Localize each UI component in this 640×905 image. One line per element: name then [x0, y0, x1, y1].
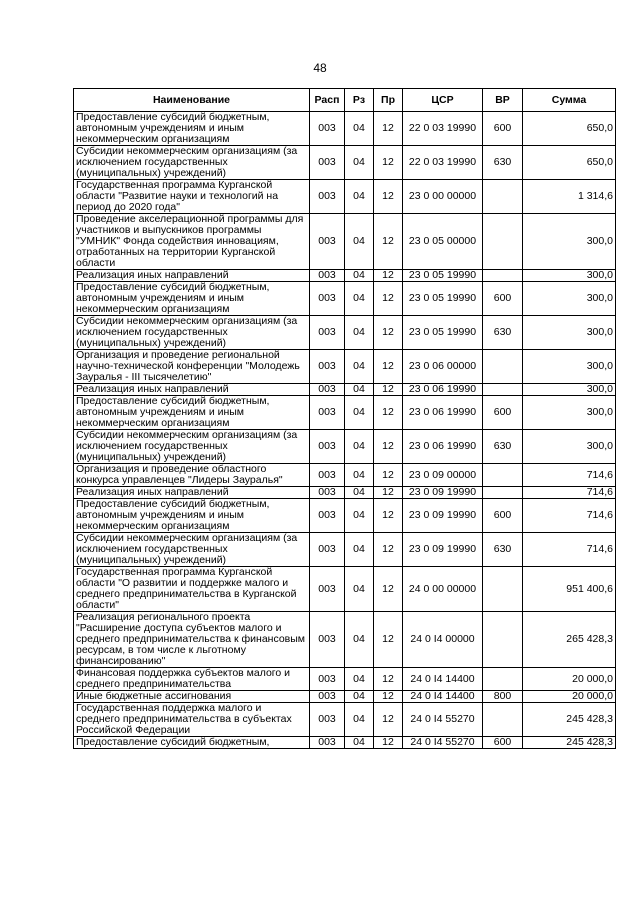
cell-name: Организация и проведение региональной научно-технической конференции "Молодежь Зауралья - III тысячелетию" [74, 350, 310, 384]
cell-pr: 12 [374, 270, 403, 282]
cell-rasp: 003 [310, 464, 345, 487]
cell-rz: 04 [345, 282, 374, 316]
cell-sum: 300,0 [523, 316, 616, 350]
cell-vr [483, 668, 523, 691]
cell-sum: 300,0 [523, 282, 616, 316]
table-row [74, 350, 616, 384]
cell-csr: 24 0 I4 00000 [403, 612, 483, 668]
cell-name: Реализация иных направлений [74, 384, 310, 396]
cell-vr [483, 567, 523, 612]
cell-rasp: 003 [310, 703, 345, 737]
cell-name: Организация и проведение областного конкурса управленцев "Лидеры Зауралья" [74, 464, 310, 487]
cell-rasp: 003 [310, 180, 345, 214]
cell-csr: 24 0 I4 14400 [403, 668, 483, 691]
cell-name: Государственная поддержка малого и среднего предпринимательства в субъектах Российской Федерации [74, 703, 310, 737]
cell-rz: 04 [345, 612, 374, 668]
cell-name: Предоставление субсидий бюджетным, автономным учреждениям и иным некоммерческим организациям [74, 396, 310, 430]
cell-csr: 23 0 05 19990 [403, 316, 483, 350]
cell-vr [483, 464, 523, 487]
cell-pr: 12 [374, 533, 403, 567]
cell-pr: 12 [374, 499, 403, 533]
cell-name: Реализация иных направлений [74, 270, 310, 282]
cell-sum: 300,0 [523, 270, 616, 282]
cell-rz: 04 [345, 316, 374, 350]
cell-vr: 630 [483, 533, 523, 567]
header-vr: ВР [483, 89, 523, 112]
cell-pr: 12 [374, 668, 403, 691]
cell-vr: 630 [483, 146, 523, 180]
cell-rz: 04 [345, 703, 374, 737]
page-number: 48 [313, 61, 327, 75]
cell-rasp: 003 [310, 737, 345, 749]
table-row [74, 396, 616, 430]
cell-pr: 12 [374, 396, 403, 430]
cell-vr: 600 [483, 282, 523, 316]
cell-rz: 04 [345, 214, 374, 270]
cell-vr [483, 350, 523, 384]
cell-csr: 24 0 I4 55270 [403, 737, 483, 749]
cell-rz: 04 [345, 430, 374, 464]
table-row [74, 737, 616, 749]
table-row [74, 384, 616, 396]
cell-rz: 04 [345, 180, 374, 214]
cell-rz: 04 [345, 499, 374, 533]
table-row [74, 214, 616, 270]
cell-rasp: 003 [310, 499, 345, 533]
cell-pr: 12 [374, 487, 403, 499]
cell-rz: 04 [345, 737, 374, 749]
cell-rasp: 003 [310, 487, 345, 499]
table-row [74, 430, 616, 464]
cell-vr [483, 703, 523, 737]
cell-rz: 04 [345, 464, 374, 487]
cell-sum: 1 314,6 [523, 180, 616, 214]
cell-csr: 22 0 03 19990 [403, 146, 483, 180]
cell-pr: 12 [374, 430, 403, 464]
cell-rasp: 003 [310, 316, 345, 350]
cell-sum: 300,0 [523, 396, 616, 430]
cell-csr: 23 0 06 19990 [403, 384, 483, 396]
cell-rasp: 003 [310, 282, 345, 316]
cell-csr: 23 0 09 19990 [403, 533, 483, 567]
table-row [74, 703, 616, 737]
table-row [74, 487, 616, 499]
cell-name: Предоставление субсидий бюджетным, автономным учреждениям и иным некоммерческим организациям [74, 282, 310, 316]
cell-sum: 20 000,0 [523, 668, 616, 691]
cell-vr [483, 487, 523, 499]
cell-csr: 23 0 09 19990 [403, 487, 483, 499]
cell-rasp: 003 [310, 668, 345, 691]
header-rz: Рз [345, 89, 374, 112]
table-row [74, 112, 616, 146]
header-name: Наименование [74, 89, 310, 112]
header-csr: ЦСР [403, 89, 483, 112]
cell-name: Государственная программа Курганской области "Развитие науки и технологий на период до 2020 года" [74, 180, 310, 214]
cell-name: Финансовая поддержка субъектов малого и среднего предпринимательства [74, 668, 310, 691]
cell-name: Реализация регионального проекта "Расширение доступа субъектов малого и среднего предпринимательства к финансовым ресурсам, в том числе к льготному финансированию" [74, 612, 310, 668]
cell-csr: 23 0 05 19990 [403, 282, 483, 316]
cell-sum: 245 428,3 [523, 703, 616, 737]
cell-csr: 23 0 05 19990 [403, 270, 483, 282]
table-row [74, 668, 616, 691]
cell-csr: 22 0 03 19990 [403, 112, 483, 146]
cell-vr [483, 270, 523, 282]
cell-name: Субсидии некоммерческим организациям (за исключением государственных (муниципальных) учреждений) [74, 316, 310, 350]
cell-rasp: 003 [310, 146, 345, 180]
cell-name: Предоставление субсидий бюджетным, [74, 737, 310, 749]
table-row [74, 282, 616, 316]
cell-sum: 650,0 [523, 146, 616, 180]
cell-sum: 20 000,0 [523, 691, 616, 703]
cell-csr: 23 0 09 00000 [403, 464, 483, 487]
cell-pr: 12 [374, 691, 403, 703]
cell-pr: 12 [374, 567, 403, 612]
cell-name: Проведение акселерационной программы для участников и выпускников программы "УМНИК" Фонда содействия инновациям, отработанных на территории Курганской области [74, 214, 310, 270]
cell-vr: 630 [483, 430, 523, 464]
cell-rasp: 003 [310, 350, 345, 384]
cell-vr: 600 [483, 396, 523, 430]
cell-sum: 714,6 [523, 533, 616, 567]
cell-sum: 650,0 [523, 112, 616, 146]
cell-name: Субсидии некоммерческим организациям (за исключением государственных (муниципальных) учреждений) [74, 146, 310, 180]
cell-sum: 714,6 [523, 487, 616, 499]
cell-sum: 245 428,3 [523, 737, 616, 749]
cell-pr: 12 [374, 703, 403, 737]
cell-csr: 23 0 06 00000 [403, 350, 483, 384]
cell-rasp: 003 [310, 270, 345, 282]
cell-rz: 04 [345, 270, 374, 282]
cell-sum: 300,0 [523, 350, 616, 384]
cell-csr: 24 0 I4 14400 [403, 691, 483, 703]
cell-rasp: 003 [310, 567, 345, 612]
cell-vr [483, 214, 523, 270]
cell-pr: 12 [374, 180, 403, 214]
cell-csr: 23 0 06 19990 [403, 396, 483, 430]
cell-pr: 12 [374, 464, 403, 487]
table-row [74, 316, 616, 350]
cell-rz: 04 [345, 384, 374, 396]
table-row [74, 691, 616, 703]
cell-csr: 23 0 06 19990 [403, 430, 483, 464]
cell-rasp: 003 [310, 533, 345, 567]
cell-csr: 23 0 09 19990 [403, 499, 483, 533]
cell-pr: 12 [374, 612, 403, 668]
cell-name: Субсидии некоммерческим организациям (за исключением государственных (муниципальных) учреждений) [74, 430, 310, 464]
cell-pr: 12 [374, 146, 403, 180]
cell-name: Иные бюджетные ассигнования [74, 691, 310, 703]
cell-rasp: 003 [310, 214, 345, 270]
cell-name: Государственная программа Курганской области "О развитии и поддержке малого и среднего предпринимательства в Курганской области" [74, 567, 310, 612]
cell-vr: 600 [483, 499, 523, 533]
cell-sum: 300,0 [523, 430, 616, 464]
table-row [74, 270, 616, 282]
cell-rz: 04 [345, 567, 374, 612]
header-pr: Пр [374, 89, 403, 112]
header-rasp: Расп [310, 89, 345, 112]
cell-name: Предоставление субсидий бюджетным, автономным учреждениям и иным некоммерческим организациям [74, 499, 310, 533]
cell-rz: 04 [345, 691, 374, 703]
table-row [74, 146, 616, 180]
cell-name: Субсидии некоммерческим организациям (за исключением государственных (муниципальных) учреждений) [74, 533, 310, 567]
cell-pr: 12 [374, 112, 403, 146]
cell-vr: 600 [483, 112, 523, 146]
cell-csr: 24 0 I4 55270 [403, 703, 483, 737]
cell-vr: 800 [483, 691, 523, 703]
table-row [74, 499, 616, 533]
cell-rasp: 003 [310, 384, 345, 396]
cell-rasp: 003 [310, 430, 345, 464]
cell-rz: 04 [345, 533, 374, 567]
cell-pr: 12 [374, 350, 403, 384]
cell-csr: 23 0 05 00000 [403, 214, 483, 270]
cell-rasp: 003 [310, 612, 345, 668]
cell-pr: 12 [374, 214, 403, 270]
cell-sum: 300,0 [523, 214, 616, 270]
table-row [74, 464, 616, 487]
header-row [74, 89, 616, 112]
cell-vr: 600 [483, 737, 523, 749]
cell-rz: 04 [345, 146, 374, 180]
cell-name: Предоставление субсидий бюджетным, автономным учреждениям и иным некоммерческим организациям [74, 112, 310, 146]
cell-rz: 04 [345, 396, 374, 430]
cell-csr: 23 0 00 00000 [403, 180, 483, 214]
cell-rz: 04 [345, 668, 374, 691]
table-row [74, 567, 616, 612]
cell-vr [483, 612, 523, 668]
cell-pr: 12 [374, 282, 403, 316]
cell-rz: 04 [345, 350, 374, 384]
cell-vr [483, 180, 523, 214]
cell-rz: 04 [345, 112, 374, 146]
table-row [74, 180, 616, 214]
table-row [74, 533, 616, 567]
cell-vr [483, 384, 523, 396]
budget-table [73, 88, 616, 749]
cell-vr: 630 [483, 316, 523, 350]
cell-sum: 714,6 [523, 464, 616, 487]
table-row [74, 612, 616, 668]
cell-rasp: 003 [310, 396, 345, 430]
cell-rz: 04 [345, 487, 374, 499]
cell-sum: 300,0 [523, 384, 616, 396]
cell-pr: 12 [374, 316, 403, 350]
header-sum: Сумма [523, 89, 616, 112]
cell-pr: 12 [374, 737, 403, 749]
cell-sum: 265 428,3 [523, 612, 616, 668]
cell-rasp: 003 [310, 112, 345, 146]
cell-pr: 12 [374, 384, 403, 396]
cell-csr: 24 0 00 00000 [403, 567, 483, 612]
cell-sum: 714,6 [523, 499, 616, 533]
cell-sum: 951 400,6 [523, 567, 616, 612]
cell-name: Реализация иных направлений [74, 487, 310, 499]
cell-rasp: 003 [310, 691, 345, 703]
